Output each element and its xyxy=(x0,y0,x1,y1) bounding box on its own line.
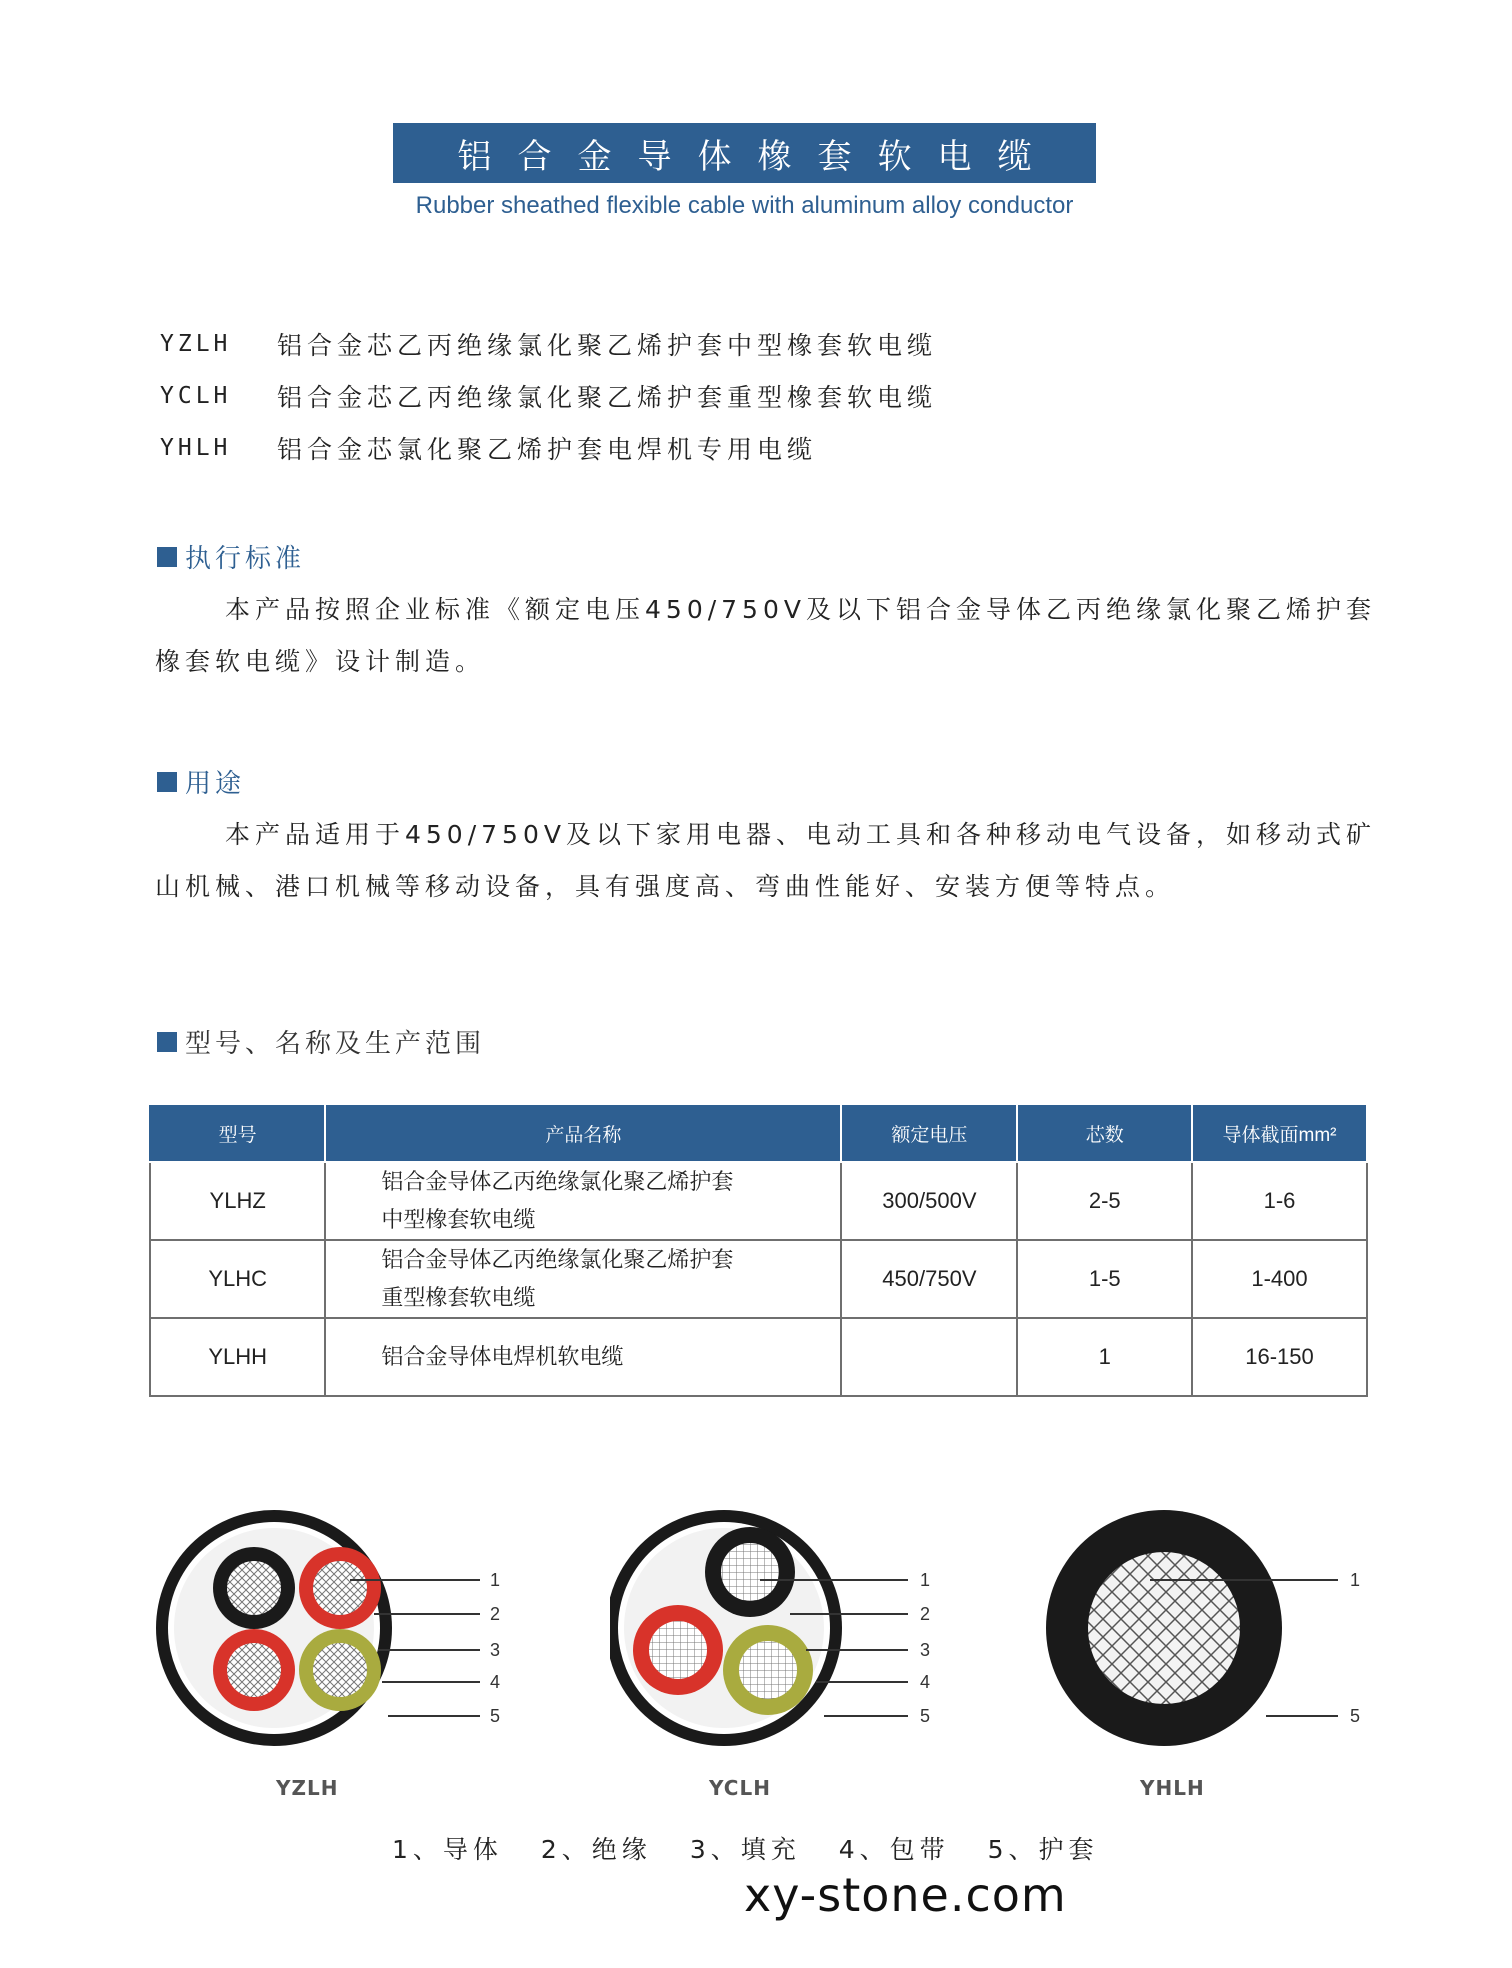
cell-model: YLHH xyxy=(150,1318,325,1396)
model-code: YHLH xyxy=(160,435,232,461)
model-item xyxy=(160,370,937,422)
watermark: xy-stone.com xyxy=(744,1868,1067,1922)
yhlh-cross-section-diagram xyxy=(1040,1502,1380,1762)
cell-voltage xyxy=(841,1318,1017,1396)
cell-name-line1: 铝合金导体电焊机软电缆 xyxy=(381,1344,624,1369)
yzlh-label: YZLH xyxy=(276,1776,339,1800)
cell-name xyxy=(325,1162,841,1240)
conductor xyxy=(1088,1552,1240,1704)
mark-1: 1 xyxy=(920,1570,931,1590)
mark-5: 5 xyxy=(1350,1706,1361,1726)
spec-table xyxy=(149,1103,1368,1397)
cell-model: YLHZ xyxy=(150,1162,325,1240)
range-heading-text: 型号、名称及生产范围 xyxy=(185,1029,486,1059)
col-cores: 芯数 xyxy=(1017,1104,1192,1162)
conductor xyxy=(313,1561,367,1615)
mark-5: 5 xyxy=(490,1706,501,1726)
mark-4: 4 xyxy=(920,1672,931,1692)
cell-name-line2: 重型橡套软电缆 xyxy=(381,1285,536,1310)
cell-cores: 1 xyxy=(1017,1318,1192,1396)
col-model: 型号 xyxy=(150,1104,325,1162)
legend-item: 1、导体 xyxy=(392,1835,503,1864)
table-header-row xyxy=(150,1104,1367,1162)
mark-1: 1 xyxy=(490,1570,501,1590)
cell-name-line1: 铝合金导体乙丙绝缘氯化聚乙烯护套 xyxy=(381,1247,734,1272)
mark-5: 5 xyxy=(920,1706,931,1726)
conductor xyxy=(227,1561,281,1615)
model-name: 铝合金芯乙丙绝缘氯化聚乙烯护套中型橡套软电缆 xyxy=(277,331,938,360)
conductor xyxy=(227,1643,281,1697)
page-title: 铝合金导体橡套软电缆 xyxy=(393,123,1096,183)
cell-name-line2: 中型橡套软电缆 xyxy=(381,1207,536,1232)
col-name: 产品名称 xyxy=(325,1104,841,1162)
mark-2: 2 xyxy=(490,1604,501,1624)
mark-2: 2 xyxy=(920,1604,931,1624)
standard-heading xyxy=(157,538,305,575)
square-bullet-icon xyxy=(157,547,177,567)
table-row xyxy=(150,1240,1367,1318)
mark-4: 4 xyxy=(490,1672,501,1692)
yclh-label: YCLH xyxy=(709,1776,771,1800)
cell-model: YLHC xyxy=(150,1240,325,1318)
legend-item: 4、包带 xyxy=(838,1835,950,1864)
model-code: YCLH xyxy=(160,383,232,409)
legend-item: 2、绝缘 xyxy=(540,1835,652,1864)
cell-voltage: 300/500V xyxy=(841,1162,1017,1240)
mark-1: 1 xyxy=(1350,1570,1361,1590)
cell-section: 16-150 xyxy=(1192,1318,1367,1396)
usage-heading xyxy=(157,763,245,800)
conductor xyxy=(313,1643,367,1697)
legend-item: 3、填充 xyxy=(689,1835,801,1864)
yhlh-label: YHLH xyxy=(1140,1776,1205,1800)
usage-text: 本产品适用于450/750V及以下家用电器、电动工具和各种移动电气设备，如移动式矿山机械、港口机械等移动设备，具有强度高、弯曲性能好、安装方便等特点。 xyxy=(155,820,1376,901)
cell-cores: 1-5 xyxy=(1017,1240,1192,1318)
conductor xyxy=(649,1621,707,1679)
conductor xyxy=(721,1543,779,1601)
cell-cores: 2-5 xyxy=(1017,1162,1192,1240)
mark-3: 3 xyxy=(920,1640,931,1660)
cell-voltage: 450/750V xyxy=(841,1240,1017,1318)
model-name: 铝合金芯氯化聚乙烯护套电焊机专用电缆 xyxy=(277,435,818,464)
table-row xyxy=(150,1318,1367,1396)
range-heading xyxy=(157,1023,485,1060)
col-section: 导体截面mm² xyxy=(1192,1104,1367,1162)
standard-text: 本产品按照企业标准《额定电压450/750V及以下铝合金导体乙丙绝缘氯化聚乙烯护套橡套软电缆》设计制造。 xyxy=(155,595,1376,676)
yzlh-cross-section-diagram xyxy=(150,1502,510,1762)
component-legend xyxy=(392,1830,1099,1866)
cell-name xyxy=(325,1318,841,1396)
table-row xyxy=(150,1162,1367,1240)
standard-heading-text: 执行标准 xyxy=(185,544,306,574)
square-bullet-icon xyxy=(157,1032,177,1052)
model-list xyxy=(160,318,937,474)
model-name: 铝合金芯乙丙绝缘氯化聚乙烯护套重型橡套软电缆 xyxy=(277,383,938,412)
model-item xyxy=(160,422,937,474)
legend-item: 5、护套 xyxy=(987,1835,1099,1864)
conductor xyxy=(739,1641,797,1699)
square-bullet-icon xyxy=(157,772,177,792)
usage-heading-text: 用途 xyxy=(185,769,246,799)
model-code: YZLH xyxy=(160,331,232,357)
cell-name-line1: 铝合金导体乙丙绝缘氯化聚乙烯护套 xyxy=(381,1169,734,1194)
model-item xyxy=(160,318,937,370)
mark-3: 3 xyxy=(490,1640,501,1660)
page-subtitle: Rubber sheathed flexible cable with aluminum alloy conductor xyxy=(415,192,1074,219)
yclh-cross-section-diagram xyxy=(610,1502,950,1762)
cell-section: 1-400 xyxy=(1192,1240,1367,1318)
cell-name xyxy=(325,1240,841,1318)
cell-section: 1-6 xyxy=(1192,1162,1367,1240)
col-voltage: 额定电压 xyxy=(841,1104,1017,1162)
